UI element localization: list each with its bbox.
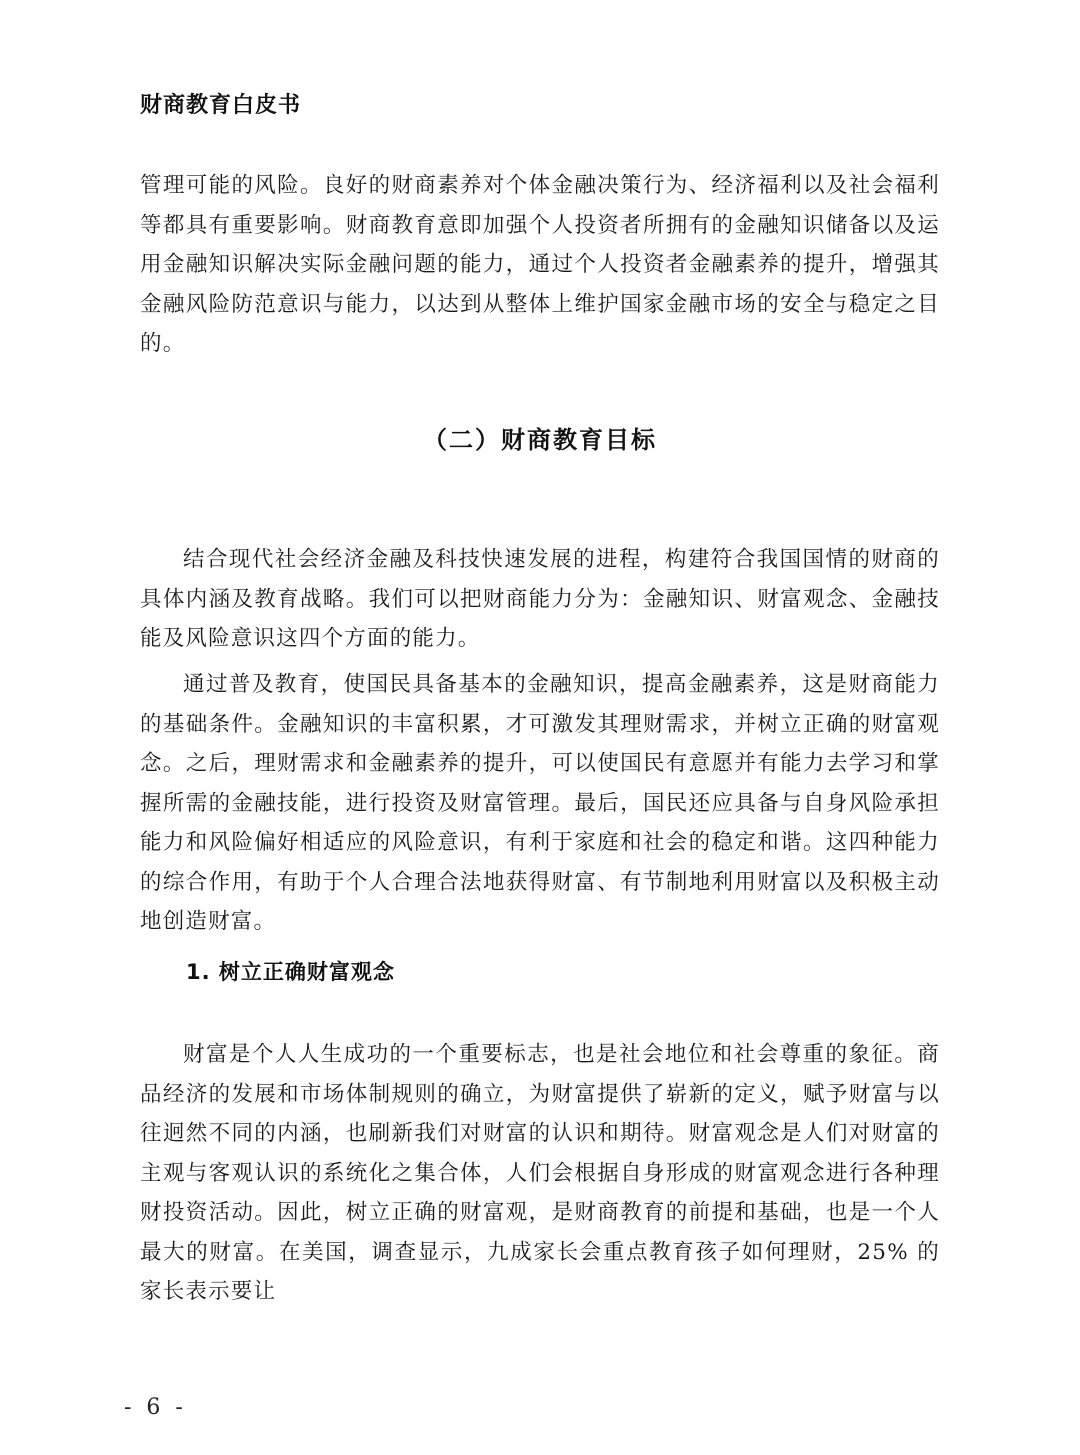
paragraph-education-path: 通过普及教育，使国民具备基本的金融知识，提高金融素养，这是财商能力的基础条件。金融知识的丰富积累，才可激发其理财需求，并树立正确的财富观念。之后，理财需求和金融素养的提升，可以使国民有意愿并有能力去学习和掌握所需的金融技能，进行投资及财富管理。最后，国民还应具备与自身风险承担能力和风险偏好相适应的风险意识，有利于家庭和社会的稳定和谐。这四种能力的综合作用，有助于个人合理合法地获得财富、有节制地利用财富以及积极主动地创造财富。 bbox=[140, 672, 940, 934]
subsection-title: 1. 树立正确财富观念 bbox=[186, 960, 395, 984]
page-number: - 6 - bbox=[124, 1395, 187, 1420]
paragraph-wealth-concept: 财富是个人人生成功的一个重要标志，也是社会地位和社会尊重的象征。商品经济的发展和市场体制规则的确立，为财富提供了崭新的定义，赋予财富与以往迥然不同的内涵，也刷新我们对财富的认识和期待。财富观念是人们对财富的主观与客观认识的系统化之集合体，人们会根据自身形成的财富观念进行各种理财投资活动。因此，树立正确的财富观，是财商教育的前提和基础，也是一个人最大的财富。在美国，调查显示，九成家长会重点教育孩子如何理财，25% 的家长表示要让 bbox=[140, 1042, 940, 1304]
paragraph-financial-ability: 结合现代社会经济金融及科技快速发展的进程，构建符合我国国情的财商的具体内涵及教育战略。我们可以把财商能力分为：金融知识、财富观念、金融技能及风险意识这四个方面的能力。 bbox=[140, 547, 940, 651]
section-title: （二）财商教育目标 bbox=[423, 426, 657, 454]
paragraph-risk-management: 管理可能的风险。良好的财商素养对个体金融决策行为、经济福利以及社会福利等都具有重要影响。财商教育意即加强个人投资者所拥有的金融知识储备以及运用金融知识解决实际金融问题的能力，通过个人投资者金融素养的提升，增强其金融风险防范意识与能力，以达到从整体上维护国家金融市场的安全与稳定之目的。 bbox=[140, 173, 940, 356]
running-header: 财商教育白皮书 bbox=[140, 93, 302, 118]
